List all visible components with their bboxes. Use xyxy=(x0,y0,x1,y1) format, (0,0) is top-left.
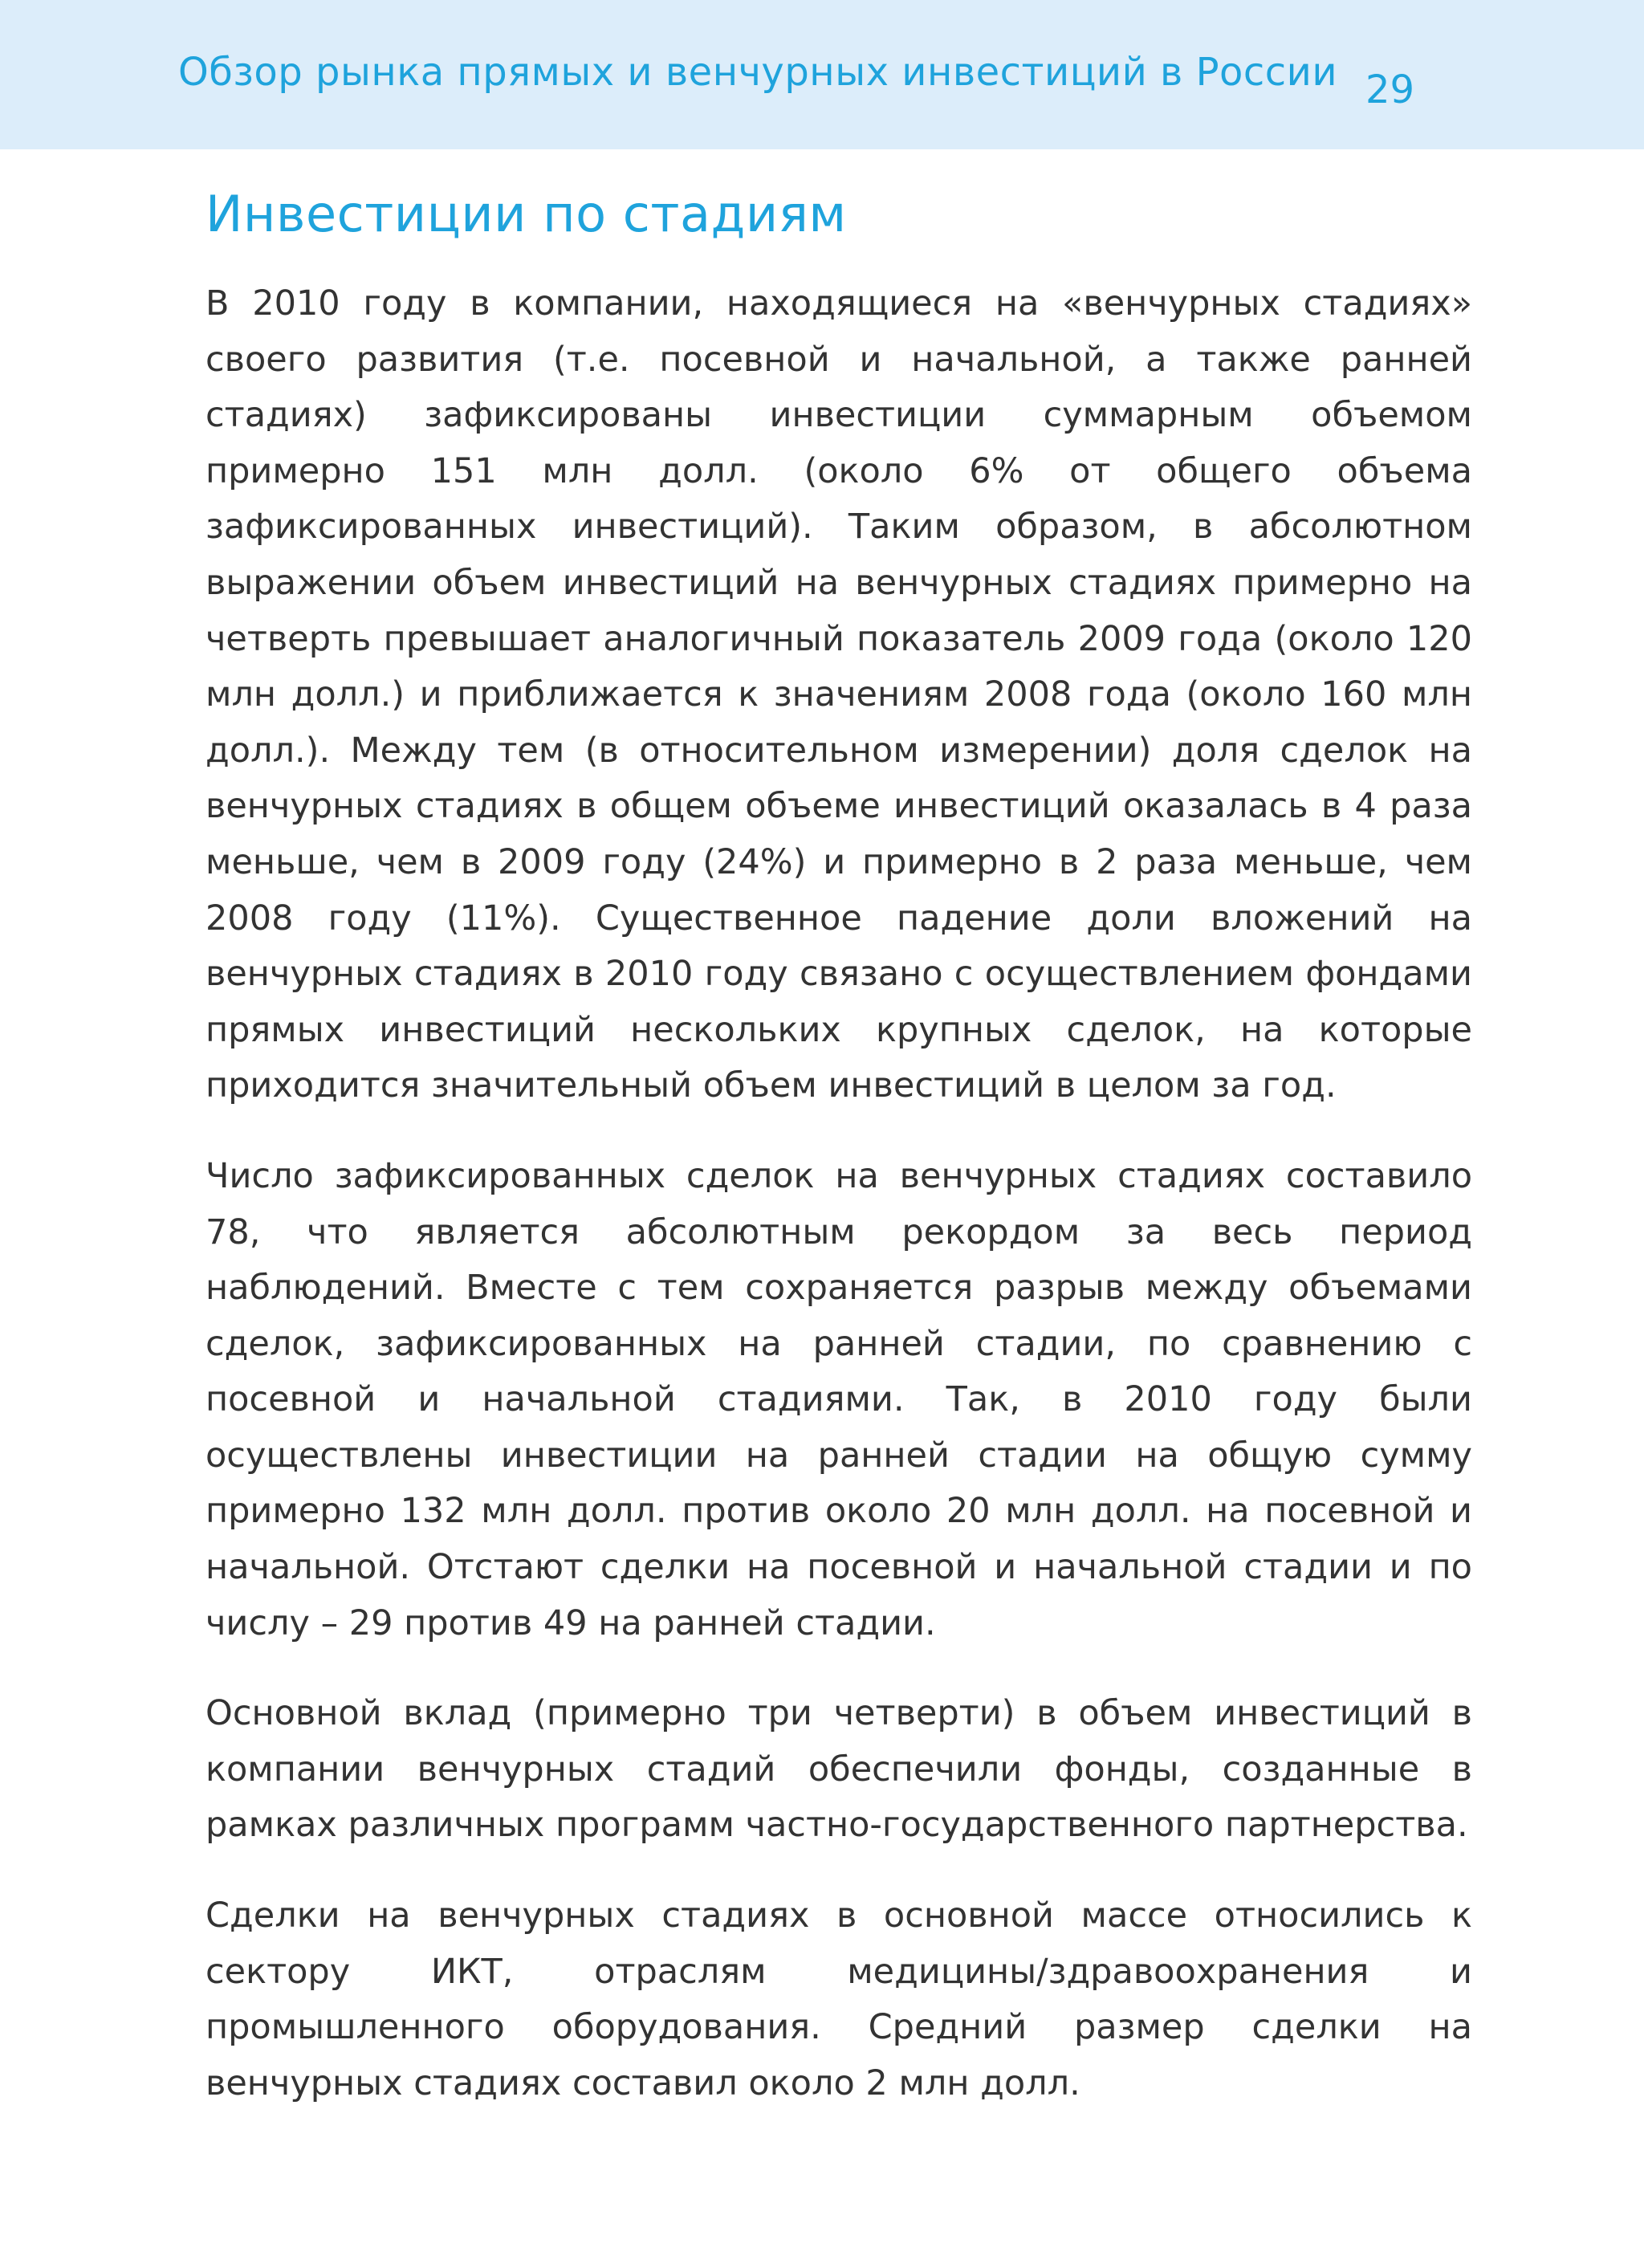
paragraph: В 2010 году в компании, находящиеся на «венчурных стадиях» своего развития (т.е. посевной и начальной, а также ранней стадиях) зафиксированы инвестиции суммарным объемом примерно 151 млн долл. (около 6% от общего объема зафиксированных инвестиций). Таким образом, в абсолютном выражении объем инвестиций на венчурных стадиях примерно на четверть превышает аналогичный показатель 2009 года (около 120 млн долл.) и приближается к значениям 2008 года (около 160 млн долл.). Между тем (в относительном измерении) доля сделок на венчурных стадиях в общем объеме инвестиций оказалась в 4 раза меньше, чем в 2009 году (24%) и примерно в 2 раза меньше, чем 2008 году (11%). Существенное падение доли вложений на венчурных стадиях в 2010 году связано с осуществлением фондами прямых инвестиций нескольких крупных сделок, на которые приходится значительный объем инвестиций в целом за год. xyxy=(206,283,1472,1106)
body-text xyxy=(206,276,1472,2146)
page-number: 29 xyxy=(1365,67,1415,112)
paragraph: Основной вклад (примерно три четверти) в объем инвестиций в компании венчурных стадий обеспечили фонды, созданные в рамках различных программ частно-государственного партнерства. xyxy=(206,1693,1472,1846)
paragraph: Сделки на венчурных стадиях в основной массе относились к сектору ИКТ, отраслям медицины/здравоохранения и промышленного оборудования. Средний размер сделки на венчурных стадиях составил около 2 млн долл. xyxy=(206,1895,1472,2103)
paragraph: Число зафиксированных сделок на венчурных стадиях составило 78, что является абсолютным рекордом за весь период наблюдений. Вместе с тем сохраняется разрыв между объемами сделок, зафиксированных на ранней стадии, по сравнению с посевной и начальной стадиями. Так, в 2010 году были осуществлены инвестиции на ранней стадии на общую сумму примерно 132 млн долл. против около 20 млн долл. на посевной и начальной. Отстают сделки на посевной и начальной стадии и по числу – 29 против 49 на ранней стадии. xyxy=(206,1155,1472,1643)
document-header-title: Обзор рынка прямых и венчурных инвестиций в России xyxy=(178,50,1338,95)
section-title: Инвестиции по стадиям xyxy=(206,185,847,243)
